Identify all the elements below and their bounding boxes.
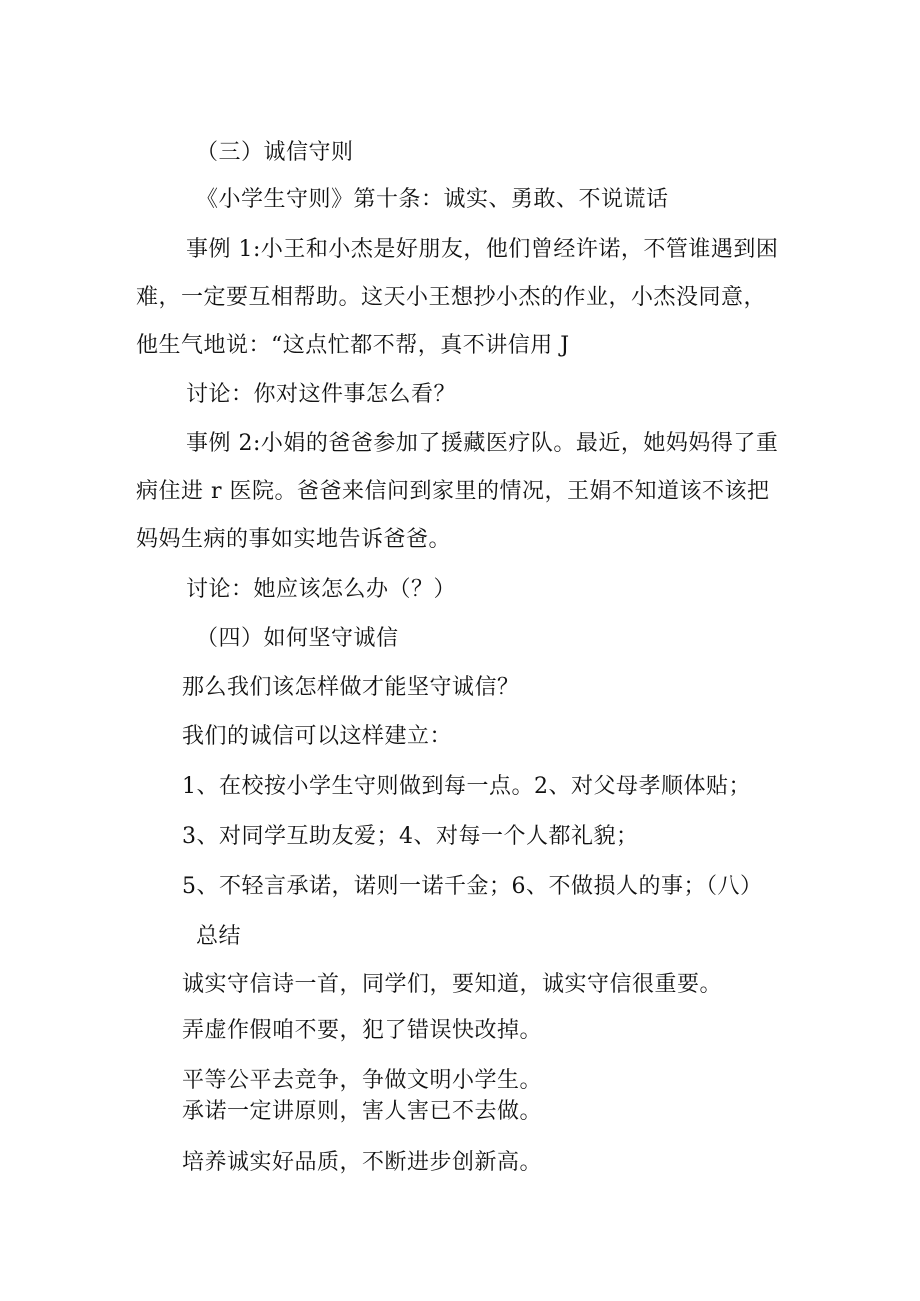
poem-line: 培养诚实好品质，不断进步创新高。 [182,1150,543,1175]
example-2-line: 病住进 r 医院。爸爸来信问到家里的情况，王娟不知道该不该把 [136,479,770,504]
summary-heading: 总结 [196,924,242,949]
section-3-heading: （三）诚信守则 [196,140,354,165]
example-2-line: 事例 2:小娟的爸爸参加了援藏医疗队。最近，她妈妈得了重 [186,431,779,456]
integrity-list-item: 5、不轻言承诺，诺则一诺千金；6、不做损人的事；（八） [182,874,763,899]
example-1-line: 他生气地说：“这点忙都不帮，真不讲信用 J [136,333,570,358]
poem-line: 弄虚作假咱不要，犯了错误快改掉。 [182,1018,543,1043]
poem-line: 承诺一定讲原则，害人害已不去做。 [182,1099,543,1124]
example-1-paragraph [136,226,779,370]
discussion-2: 讨论：她应该怎么办（？） [186,577,457,602]
example-1-line: 事例 1:小王和小杰是好朋友，他们曾经许诺，不管谁遇到困 [186,237,779,262]
example-2-paragraph [136,420,779,564]
poem-line: 平等公平去竞争，争做文明小学生。 [182,1068,543,1093]
integrity-list-item: 3、对同学互助友爱；4、对每一个人都礼貌； [182,824,639,849]
section-4-question: 那么我们该怎样做才能坚守诚信？ [182,675,520,700]
section-4-heading: （四）如何坚守诚信 [196,626,399,651]
discussion-1: 讨论：你对这件事怎么看？ [186,382,457,407]
poem-line: 诚实守信诗一首，同学们，要知道，诚实守信很重要。 [182,972,723,997]
integrity-list-item: 1、在校按小学生守则做到每一点。2、对父母孝顺体贴； [182,774,751,799]
section-4-intro: 我们的诚信可以这样建立： [182,724,453,749]
example-2-line: 妈妈生病的事如实地告诉爸爸。 [136,527,452,552]
example-1-line: 难，一定要互相帮助。这天小王想抄小杰的作业，小杰没同意， [136,285,767,310]
student-rule-10: 《小学生守则》第十条：诚实、勇敢、不说谎话 [196,187,669,212]
